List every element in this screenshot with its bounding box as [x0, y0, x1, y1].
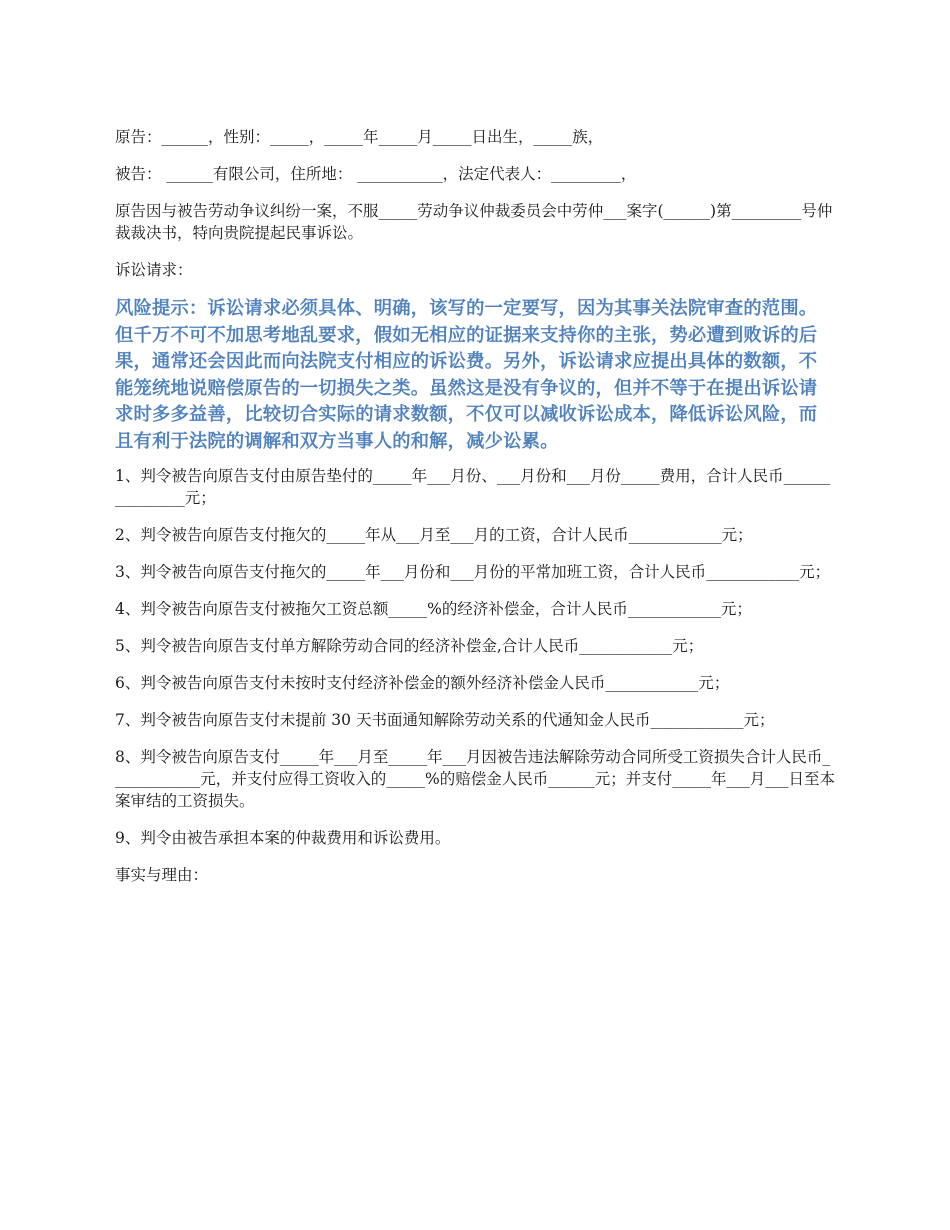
claim-item-1: 1、判令被告向原告支付由原告垫付的_____年___月份、___月份和___月份_____费用，合计人民币_______________元； — [115, 467, 831, 507]
claims-heading: 诉讼请求： — [115, 261, 193, 279]
claim-item-8: 8、判令被告向原告支付_____年___月至_____年___月因被告违法解除劳动合同所受工资损失合计人民币____________元，并支付应得工资收入的_____%的赔偿金人民币______元；并支付_____年___月___日至本案审结的工资损失。 — [115, 748, 835, 810]
claim-item-7: 7、判令被告向原告支付未提前 30 天书面通知解除劳动关系的代通知金人民币____________元； — [115, 711, 775, 729]
risk-tip: 风险提示：诉讼请求必须具体、明确，该写的一定要写，因为其事关法院审查的范围。但千万不可不加思考地乱要求，假如无相应的证据来支持你的主张，势必遭到败诉的后果，通常还会因此而向法院支付相应的诉讼费。另外，诉讼请求应提出具体的数额，不能笼统地说赔偿原告的一切损失之类。虽然这是没有争议的，但并不等于在提出诉讼请求时多多益善，比较切合实际的请求数额，不仅可以减收诉讼成本，降低诉讼风险，而且有利于法院的调解和双方当事人的和解，减少讼累。 — [115, 298, 818, 452]
facts-heading: 事实与理由： — [115, 866, 209, 884]
defendant-line: 被告： ______有限公司，住所地： ___________，法定代表人：_________， — [115, 165, 637, 183]
claim-item-5: 5、判令被告向原告支付单方解除劳动合同的经济补偿金,合计人民币____________元； — [115, 637, 704, 655]
plaintiff-line: 原告：______，性别：_____，_____年_____月_____日出生，_____族， — [115, 128, 604, 146]
intro-paragraph: 原告因与被告劳动争议纠纷一案，不服_____劳动争议仲裁委员会中劳仲___案字(______)第_________号仲裁裁决书，特向贵院提起民事诉讼。 — [115, 202, 833, 242]
claim-item-4: 4、判令被告向原告支付被拖欠工资总额_____%的经济补偿金，合计人民币____________元； — [115, 600, 752, 618]
claim-item-2: 2、判令被告向原告支付拖欠的_____年从___月至___月的工资，合计人民币____________元； — [115, 526, 753, 544]
claim-item-9: 9、判令由被告承担本案的仲裁费用和诉讼费用。 — [115, 829, 451, 847]
claim-item-3: 3、判令被告向原告支付拖欠的_____年___月份和___月份的平常加班工资，合计人民币____________元； — [115, 563, 831, 581]
document-body — [115, 126, 835, 901]
claim-item-6: 6、判令被告向原告支付未按时支付经济补偿金的额外经济补偿金人民币____________元； — [115, 674, 730, 692]
